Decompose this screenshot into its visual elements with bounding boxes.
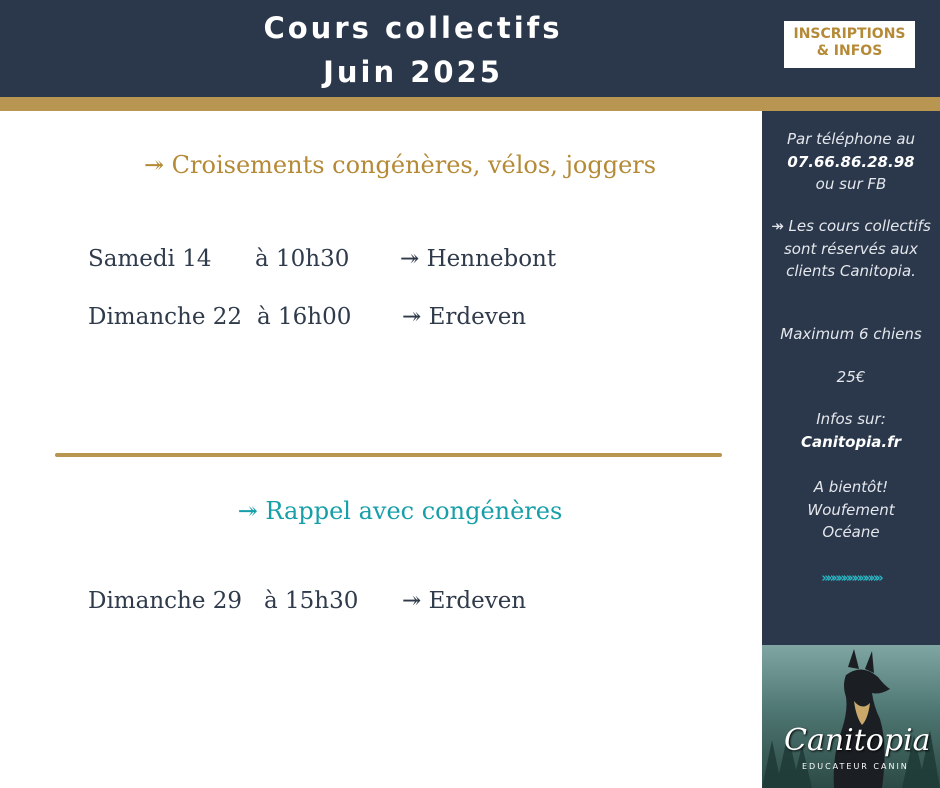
signoff-line-3: Océane: [822, 523, 880, 541]
schedule-row: [88, 304, 748, 336]
website-block: [762, 408, 940, 453]
section-title-croisements: ↠ Croisements congénères, vélos, joggers: [143, 151, 657, 179]
info-sidebar: [762, 111, 940, 645]
note-line-3: clients Canitopia.: [786, 262, 916, 280]
logo-tagline: EDUCATEUR CANIN: [802, 762, 909, 771]
schedule-row: [88, 246, 748, 278]
schedule-day: Dimanche 22: [88, 304, 243, 330]
canitopia-logo-photo: [762, 645, 940, 788]
phone-alt: ou sur FB: [815, 175, 887, 193]
website-link[interactable]: Canitopia.fr: [800, 432, 902, 451]
badge-line-2: & INFOS: [816, 43, 883, 59]
page-title: [0, 6, 826, 94]
badge-line-1: INSCRIPTIONS: [793, 26, 906, 42]
section-divider: [55, 453, 722, 457]
logo-name: Canitopia: [784, 723, 931, 758]
title-line-1: Cours collectifs: [263, 11, 563, 45]
note-line-2: sont réservés aux: [783, 239, 919, 258]
gold-band: [0, 97, 940, 111]
schedule-day: Dimanche 29: [88, 588, 243, 614]
schedule-row: [88, 588, 748, 620]
price: 25€: [836, 368, 866, 386]
inscriptions-badge: [784, 21, 915, 68]
signoff-block: [762, 476, 940, 544]
reserved-note: [762, 215, 940, 283]
section-title-rappel: ↠ Rappel avec congénères: [237, 497, 563, 525]
note-line-1: ↠ Les cours collectifs: [771, 217, 931, 235]
title-line-2: Juin 2025: [323, 55, 503, 89]
chevrons-decoration: »»»»»»»»»»»: [821, 571, 881, 586]
infos-label: Infos sur:: [816, 410, 886, 428]
schedule-place: ↠ Hennebont: [400, 246, 557, 272]
header-banner: [0, 0, 940, 97]
schedule-time: à 16h00: [257, 304, 352, 330]
max-dogs: Maximum 6 chiens: [780, 325, 922, 343]
phone-intro: Par téléphone au: [786, 130, 916, 148]
schedule-time: à 15h30: [264, 588, 359, 614]
signoff-line-1: A bientôt!: [813, 478, 889, 496]
phone-block: [762, 128, 940, 196]
schedule-place: ↠ Erdeven: [402, 588, 527, 614]
schedule-place: ↠ Erdeven: [402, 304, 527, 330]
schedule-time: à 10h30: [255, 246, 350, 272]
signoff-line-2: Woufement: [807, 500, 895, 519]
schedule-day: Samedi 14: [88, 246, 212, 272]
phone-number[interactable]: 07.66.86.28.98: [787, 152, 915, 171]
